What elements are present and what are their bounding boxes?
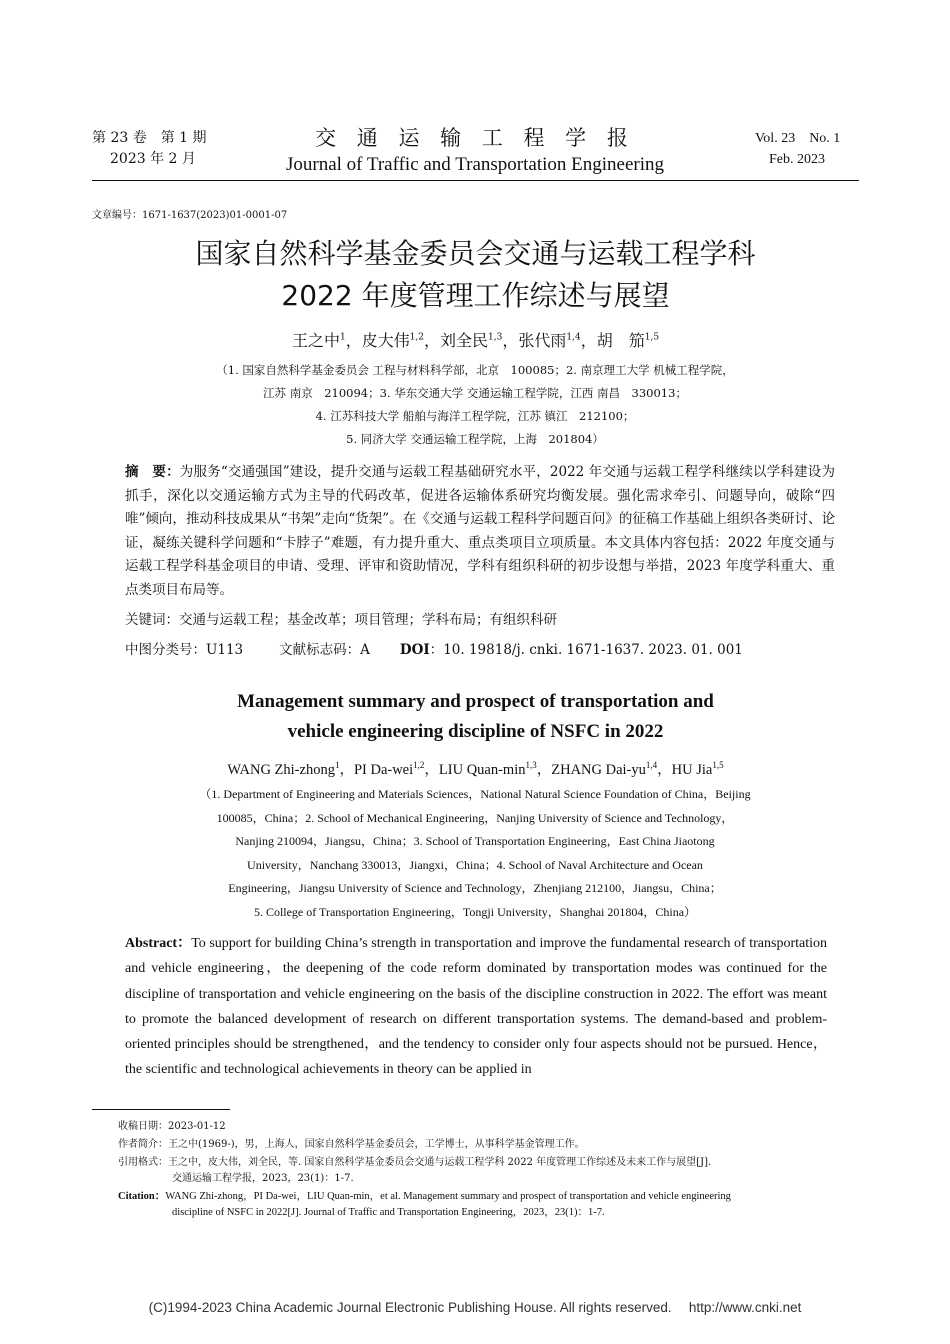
keywords-cn	[125, 609, 835, 633]
affiliation-line: 5. 同济大学 交通运输工程学院，上海 201804）	[346, 432, 604, 446]
citation-en-label: Citation：	[118, 1191, 166, 1202]
title-en-line2: vehicle engineering discipline of NSFC in 2022	[287, 721, 664, 742]
clc-label: 中图分类号：	[125, 642, 206, 658]
abstract-en-text: To support for building China’s strength in transportation and improve the fundamental research of transportation and vehicle engineering，the deepening of the code reform dominated by transportation modes was continued for the discipline of transportation and vehicle engineering on the basis of the discipline construction in 2022. The effort was meant to promote the balanced development of research on different transportation systems. The demand-based and problem-oriented principles should be strengthened，and the tendency to consider only four aspects should not be pursued. Hence，the scientific and technological achievements in theory can be applied in	[125, 936, 827, 1078]
copyright-footer: (C)1994-2023 China Academic Journal Electronic Publishing House. All rights reserved. http://www.cnki.net	[148, 1300, 802, 1315]
affiliation-line: University，Nanchang 330013，Jiangxi，China；4. School of Naval Architecture and Ocean	[247, 857, 703, 872]
affiliation-line: 100085，China；2. School of Mechanical Engineering，Nanjing University of Science and Technology，	[216, 810, 734, 825]
volume-issue-cn: 第 23 卷 第 1 期	[92, 130, 207, 146]
title-en-line1: Management summary and prospect of transportation and	[237, 691, 714, 712]
header-right	[755, 128, 840, 170]
author-cn: ，皮大伟$^{1,2}$	[345, 331, 425, 350]
title-cn	[92, 233, 859, 317]
citation-en-line1: WANG Zhi-zhong，PI Da-wei，LIU Quan-min，et al. Management summary and prospect of transportation and vehicle engineering	[165, 1191, 731, 1202]
affiliations-cn	[100, 359, 850, 451]
author-en: ，LIU Quan-$\min^{1,3}$	[424, 760, 537, 778]
volume-issue-en: Vol. 23 No. 1	[755, 131, 841, 146]
affiliation-line: 江苏 南京 210094；3. 华东交通大学 交通运输工程学院，江西 南昌 330013；	[263, 386, 687, 400]
abstract-cn	[125, 461, 835, 602]
affiliation-line: （1. 国家自然科学基金委员会 工程与材料科学部，北京 100085；2. 南京理工大学 机械工程学院，	[216, 363, 734, 377]
affiliation-line: Engineering，Jiangsu University of Science and Technology，Zhenjiang 212100，Jiangsu，China；	[228, 881, 722, 895]
footnote-rule	[92, 1109, 230, 1110]
affiliation-line: 5. College of Transportation Engineering，Tongji University，Shanghai 201804，China）	[253, 904, 697, 919]
title-cn-line1: 国家自然科学基金委员会交通与运载工程学科	[195, 237, 756, 270]
journal-title-cn: 交 通 运 输 工 程 学 报	[315, 126, 635, 150]
author-cn: ，张代雨$^{1,4}$	[502, 331, 581, 350]
doc-code-label: 文献标志码：	[279, 642, 361, 658]
footnote-citation-en	[118, 1189, 863, 1221]
footnote-citation-cn	[118, 1155, 863, 1187]
authors-en	[92, 758, 859, 779]
doi: ：10. 19818/j. cnki. 1671-1637. 2023. 01. 001	[429, 642, 743, 658]
author-cn: ，胡 笳$^{1,5}$	[580, 331, 660, 350]
abstract-cn-label: 摘 要：	[125, 464, 180, 480]
abstract-en-label: Abstract：	[125, 936, 192, 951]
footnote-author-bio: 作者简介：王之中(1969-)，男，上海人，国家自然科学基金委员会，工学博士，从事科学基金管理工作。	[118, 1139, 585, 1150]
header-left	[92, 128, 207, 170]
classification	[125, 639, 835, 663]
clc-code: U113	[206, 642, 244, 658]
author-cn: ，刘全民$^{1,3}$	[424, 331, 503, 350]
journal-title	[260, 122, 690, 176]
journal-title-en: Journal of Traffic and Transportation Engineering	[285, 154, 665, 175]
keywords-cn-text: 交通与运载工程；基金改革；项目管理；学科布局；有组织科研	[179, 612, 557, 628]
author-en: ，HU Jia$^{1,5}$	[657, 760, 724, 778]
affiliation-line: （1. Department of Engineering and Materials Sciences，National Natural Science Foundation of China，Beijing	[199, 787, 751, 801]
affiliation-line: Nanjing 210094，Jiangsu，China；3. School of Transportation Engineering，East China Jiaotong	[235, 834, 715, 848]
doc-code: A	[360, 642, 370, 658]
date-cn: 2023 年 2 月	[110, 151, 196, 167]
affiliations-en	[130, 783, 820, 924]
abstract-cn-text: 为服务“交通强国”建设，提升交通与运载工程基础研究水平，2022 年交通与运载工程学科继续以学科建设为抓手，深化以交通运输方式为主导的代码改革，促进各运输体系研究均衡发展。强化需求牵引、问题导向，破除“四唯”倾向，推动科技成果从“书架”走向“货架”。在《交通与运载工程科学问题百问》的征稿工作基础上组织各类研讨、论证，凝练关键科学问题和“卡脖子”难题，有力提升重大、重点类项目立项质量。本文具体内容包括：2022 年度交通与运载工程学科基金项目的申请、受理、评审和资助情况，学科有组织科研的初步设想与举措，2023 年度学科重大、重点类项目布局等。	[125, 464, 835, 598]
title-en	[92, 687, 859, 747]
affiliation-line: 4. 江苏科技大学 船舶与海洋工程学院，江苏 镇江 212100；	[315, 409, 635, 423]
date-en: Feb. 2023	[769, 152, 825, 167]
footnote-received: 收稿日期：2023-01-12	[118, 1121, 226, 1132]
author-en: ，PI Da-wei$^{1,2}$	[339, 760, 425, 778]
article-number: 文章编号：1671-1637(2023)01-0001-07	[92, 210, 288, 221]
authors-cn	[92, 328, 859, 351]
citation-cn-line2: 交通运输工程学报，2023，23(1)：1-7.	[172, 1173, 354, 1184]
citation-cn-line1: 引用格式：王之中，皮大伟，刘全民，等. 国家自然科学基金委员会交通与运载工程学科 2022 年度管理工作综述及未来工作与展望[J].	[118, 1157, 712, 1168]
doi-label: DOI	[399, 642, 430, 658]
author-en: WANG Zhi-zhong$^1$	[227, 760, 340, 778]
citation-en-line2: discipline of NSFC in 2022[J]. Journal of Traffic and Transportation Engineering，2023，23(1)：1-7.	[172, 1207, 605, 1218]
author-en: ，ZHANG Dai-yu$^{1,4}$	[536, 760, 658, 778]
header-rule	[92, 180, 859, 181]
author-cn: 王之中$^1$	[291, 331, 346, 350]
title-cn-line2: 2022 年度管理工作综述与展望	[281, 279, 670, 312]
abstract-en	[125, 931, 827, 1083]
keywords-cn-label: 关键词：	[125, 612, 179, 628]
